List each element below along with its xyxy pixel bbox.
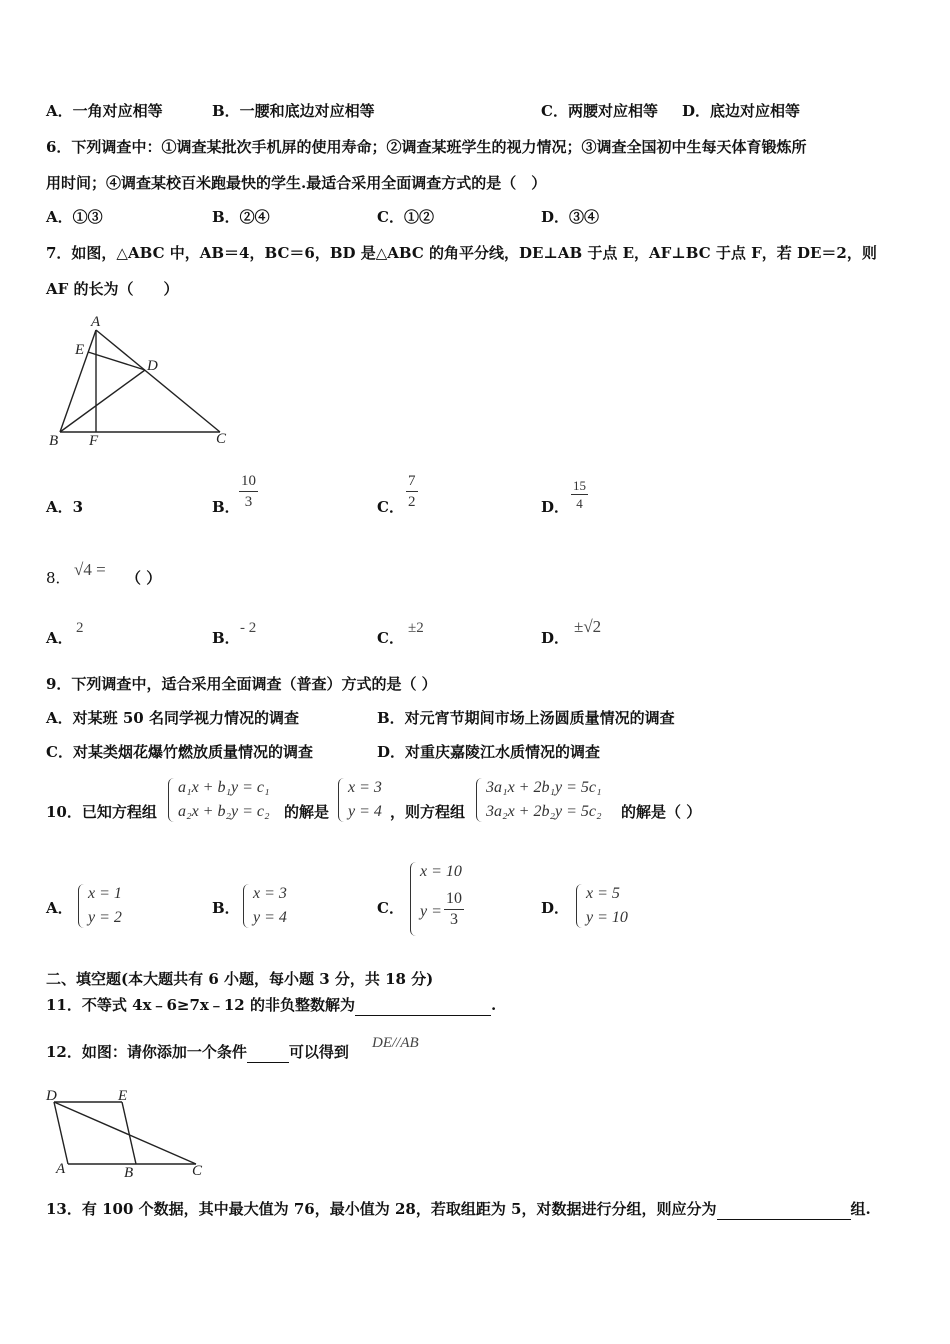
q5-option-d: D．底边对应相等	[682, 102, 801, 120]
q12-stem: 12．如图：请你添加一个条件	[46, 1043, 247, 1061]
q10-system-1-row2: a₂x + b₂y = c₂	[178, 803, 270, 820]
q13-line	[46, 1199, 871, 1220]
q12-math-expression: DE//AB	[372, 1035, 419, 1051]
q8-option-c-label: C．	[377, 629, 404, 647]
q11-answer-blank[interactable]	[355, 995, 491, 1016]
q10-option-c-row1: x = 10	[420, 863, 462, 880]
q9-stem: 9．下列调查中，适合采用全面调查（普查）方式的是（ ）	[46, 675, 437, 693]
q8-option-a-value: 2	[76, 620, 84, 636]
q10-option-c-system	[410, 860, 480, 938]
q7-stem-line1: 7．如图，△ABC 中，AB＝4，BC＝6，BD 是△ABC 的角平分线，DE⊥AB 于点 E，AF⊥BC 于点 F，若 DE＝2，则	[46, 244, 877, 262]
q9-option-a: A．对某班 50 名同学视力情况的调查	[46, 709, 299, 727]
q8-expression: √4 =	[74, 560, 106, 579]
q10-option-b-label: B．	[212, 899, 240, 917]
fraction-denominator: 2	[408, 494, 416, 510]
q5-option-a: A．一角对应相等	[46, 102, 163, 120]
q12-segment-da	[54, 1102, 68, 1164]
q7-option-b-label: B．	[212, 498, 240, 516]
q11-stem: 11．不等式 4x﹣6≥7x﹣12 的非负整数解为	[46, 996, 355, 1014]
q7-option-b-fraction	[239, 472, 258, 511]
q6-stem-line1: 6．下列调查中：①调查某批次手机屏的使用寿命；②调查某班学生的视力情况；③调查全国初中生每天体育锻炼所	[46, 138, 807, 156]
q12-label-d: D	[46, 1088, 57, 1104]
q7-triangle-figure	[44, 310, 244, 450]
q10-option-c-row2-prefix: y =	[420, 903, 442, 920]
q8-option-c-value: ±2	[408, 620, 424, 636]
q10-known-solution-row2: y = 4	[348, 803, 382, 820]
q10-system-1-row1: a₁x + b₁y = c₁	[178, 779, 270, 796]
q13-stem: 13．有 100 个数据，其中最大值为 76，最小值为 28，若取组距为 5，对数据进行分组，则应分为	[46, 1200, 717, 1218]
q8-option-a-label: A．	[46, 629, 73, 647]
q10-option-a-label: A．	[46, 899, 73, 917]
fraction-numerator: 10	[446, 890, 462, 907]
q12-answer-blank[interactable]	[247, 1042, 289, 1063]
q10-option-a-system	[78, 882, 122, 930]
q12-label-e: E	[118, 1088, 128, 1104]
q10-option-b-row1: x = 3	[253, 885, 287, 902]
q10-option-c-label: C．	[377, 899, 404, 917]
q10-option-d-row1: x = 5	[586, 885, 620, 902]
q10-system-1	[168, 776, 270, 824]
fraction-denominator: 3	[450, 911, 458, 928]
q7-side-ac	[96, 330, 220, 432]
q8-option-d-value: ±√2	[574, 617, 602, 636]
q6-option-c: C．①②	[377, 208, 434, 226]
q11-end: .	[490, 996, 497, 1014]
q5-option-c: C．两腰对应相等	[541, 102, 658, 120]
q7-option-d-label: D．	[541, 498, 570, 516]
q6-stem-line2: 用时间；④调查某校百米跑最快的学生.最适合采用全面调查方式的是（ ）	[46, 174, 547, 192]
q10-tail: 的解是（ ）	[621, 803, 702, 821]
q12-label-c: C	[192, 1163, 203, 1179]
q10-option-d-label: D．	[541, 899, 570, 917]
q9-option-c: C．对某类烟花爆竹燃放质量情况的调查	[46, 743, 313, 761]
q10-option-a-row2: y = 2	[88, 909, 122, 926]
q12-segment-dc	[54, 1102, 196, 1164]
q7-option-c-label: C．	[377, 498, 404, 516]
q10-system-2	[476, 776, 602, 824]
q7-option-a: A．3	[46, 498, 84, 516]
q7-option-d-fraction	[571, 478, 588, 511]
section-2-heading: 二、填空题(本大题共有 6 小题，每小题 3 分，共 18 分)	[46, 970, 434, 988]
q10-option-b-system	[243, 882, 287, 930]
q7-option-c-fraction	[406, 472, 418, 511]
fraction-numerator: 15	[573, 478, 586, 493]
q6-option-b: B．②④	[212, 208, 270, 226]
q11-line	[46, 995, 496, 1016]
q10-option-b-row2: y = 4	[253, 909, 287, 926]
q7-label-e: E	[75, 342, 85, 358]
q9-option-d: D．对重庆嘉陵江水质情况的调查	[377, 743, 601, 761]
q12-mid: 可以得到	[288, 1043, 349, 1061]
q7-stem-line2: AF 的长为（ ）	[46, 280, 179, 298]
q10-system-2-row1: 3a₁x + 2b₁y = 5c₁	[486, 779, 602, 796]
q12-line	[46, 1042, 349, 1063]
q7-label-b: B	[49, 433, 59, 449]
q10-option-a-row1: x = 1	[88, 885, 122, 902]
q6-option-d: D．③④	[541, 208, 600, 226]
fraction-denominator: 4	[576, 496, 583, 511]
q7-label-c: C	[216, 431, 227, 447]
q10-number: 10．已知方程组	[46, 803, 157, 821]
q8-option-b-value: - 2	[240, 620, 257, 636]
q10-mid-1: 的解是	[284, 803, 330, 821]
q12-label-a: A	[56, 1161, 66, 1177]
q12-label-b: B	[124, 1165, 134, 1180]
q7-bisector-bd	[60, 370, 145, 432]
q13-end: 组.	[850, 1200, 871, 1218]
q12-parallelogram-figure	[40, 1080, 220, 1180]
q10-option-c-fraction	[444, 890, 464, 929]
q7-label-a: A	[91, 314, 101, 330]
q5-option-b: B．一腰和底边对应相等	[212, 102, 375, 120]
fraction-numerator: 10	[241, 473, 256, 489]
q7-label-d: D	[147, 358, 158, 374]
q10-known-solution	[338, 776, 382, 824]
q8-option-d-label: D．	[541, 629, 570, 647]
q7-label-f: F	[89, 433, 99, 449]
q8-number: 8．	[46, 569, 71, 587]
q9-option-b: B．对元宵节期间市场上汤圆质量情况的调查	[377, 709, 675, 727]
q10-mid-2: ，则方程组	[390, 803, 466, 821]
q8-option-b-label: B．	[212, 629, 240, 647]
q8-paren: （ ）	[126, 569, 162, 587]
fraction-numerator: 7	[408, 473, 416, 489]
fraction-denominator: 3	[244, 494, 253, 510]
q6-option-a: A．①③	[46, 208, 103, 226]
q10-option-d-row2: y = 10	[586, 909, 628, 926]
q10-option-d-system	[576, 882, 628, 930]
q10-system-2-row2: 3a₂x + 2b₂y = 5c₂	[486, 803, 602, 820]
q10-known-solution-row1: x = 3	[348, 779, 382, 796]
q13-answer-blank[interactable]	[717, 1199, 851, 1220]
